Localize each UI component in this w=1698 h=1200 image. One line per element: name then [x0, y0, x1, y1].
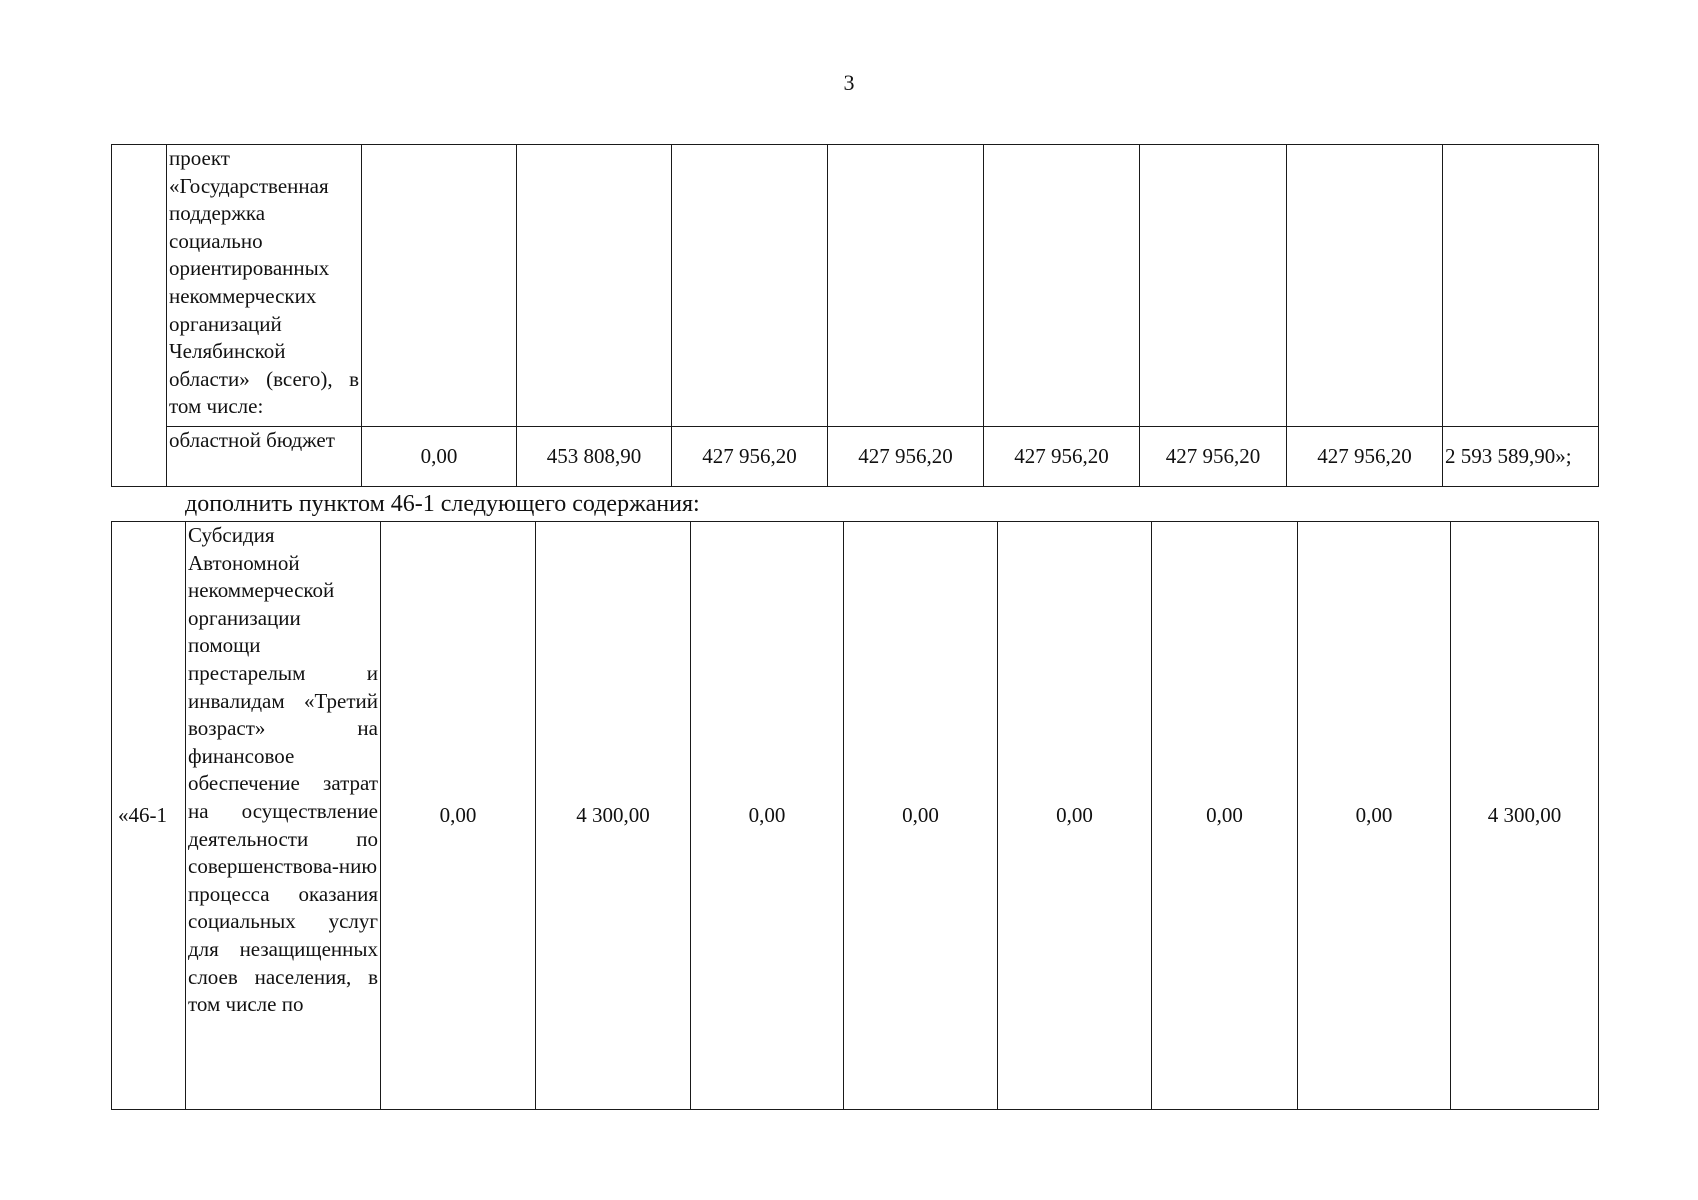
- value-cell: 427 956,20: [1140, 427, 1287, 487]
- empty-value-cell: [1287, 145, 1443, 427]
- value-cell: 0,00: [691, 522, 844, 1110]
- value-cell: 427 956,20: [1287, 427, 1443, 487]
- budget-table-project: [111, 144, 1599, 487]
- table-row-46-1: [112, 522, 1599, 1110]
- empty-value-cell: [517, 145, 672, 427]
- total-value-cell: 2 593 589,90»;: [1443, 427, 1599, 487]
- value-cell: 4 300,00: [536, 522, 691, 1110]
- value-cell: 0,00: [381, 522, 536, 1110]
- instruction-text: дополнить пунктом 46-1 следующего содержания:: [185, 491, 700, 517]
- value-cell: 427 956,20: [672, 427, 828, 487]
- budget-table-item-46-1: [111, 521, 1599, 1110]
- empty-value-cell: [362, 145, 517, 427]
- empty-value-cell: [1443, 145, 1599, 427]
- empty-value-cell: [1140, 145, 1287, 427]
- value-cell: 0,00: [844, 522, 998, 1110]
- value-cell: 0,00: [998, 522, 1152, 1110]
- empty-value-cell: [828, 145, 984, 427]
- value-cell: 453 808,90: [517, 427, 672, 487]
- item-index-cell: «46-1: [112, 522, 186, 1110]
- table-row-regional-budget: [112, 427, 1599, 487]
- table-row-project: [112, 145, 1599, 427]
- budget-label-cell: областной бюджет: [167, 427, 362, 487]
- empty-value-cell: [672, 145, 828, 427]
- page-number: 3: [843, 70, 855, 95]
- value-cell: 0,00: [362, 427, 517, 487]
- project-description-cell: проект «Государственная поддержка социально ориентированных некоммерческих организаций Челябинской области» (всего), в том числе:: [167, 145, 362, 427]
- value-cell: 427 956,20: [828, 427, 984, 487]
- total-value-cell: 4 300,00: [1451, 522, 1599, 1110]
- value-cell: 0,00: [1152, 522, 1298, 1110]
- empty-value-cell: [984, 145, 1140, 427]
- value-cell: 0,00: [1298, 522, 1451, 1110]
- value-cell: 427 956,20: [984, 427, 1140, 487]
- item-description-cell: Субсидия Автономной некоммерческой организации помощи престарелым и инвалидам «Третий возраст» на финансовое обеспечение затрат на осуществление деятельности по совершенствова-нию процесса оказания социальных услуг для незащищенных слоев населения, в том числе по: [186, 522, 381, 1110]
- index-cell-empty: [112, 145, 167, 487]
